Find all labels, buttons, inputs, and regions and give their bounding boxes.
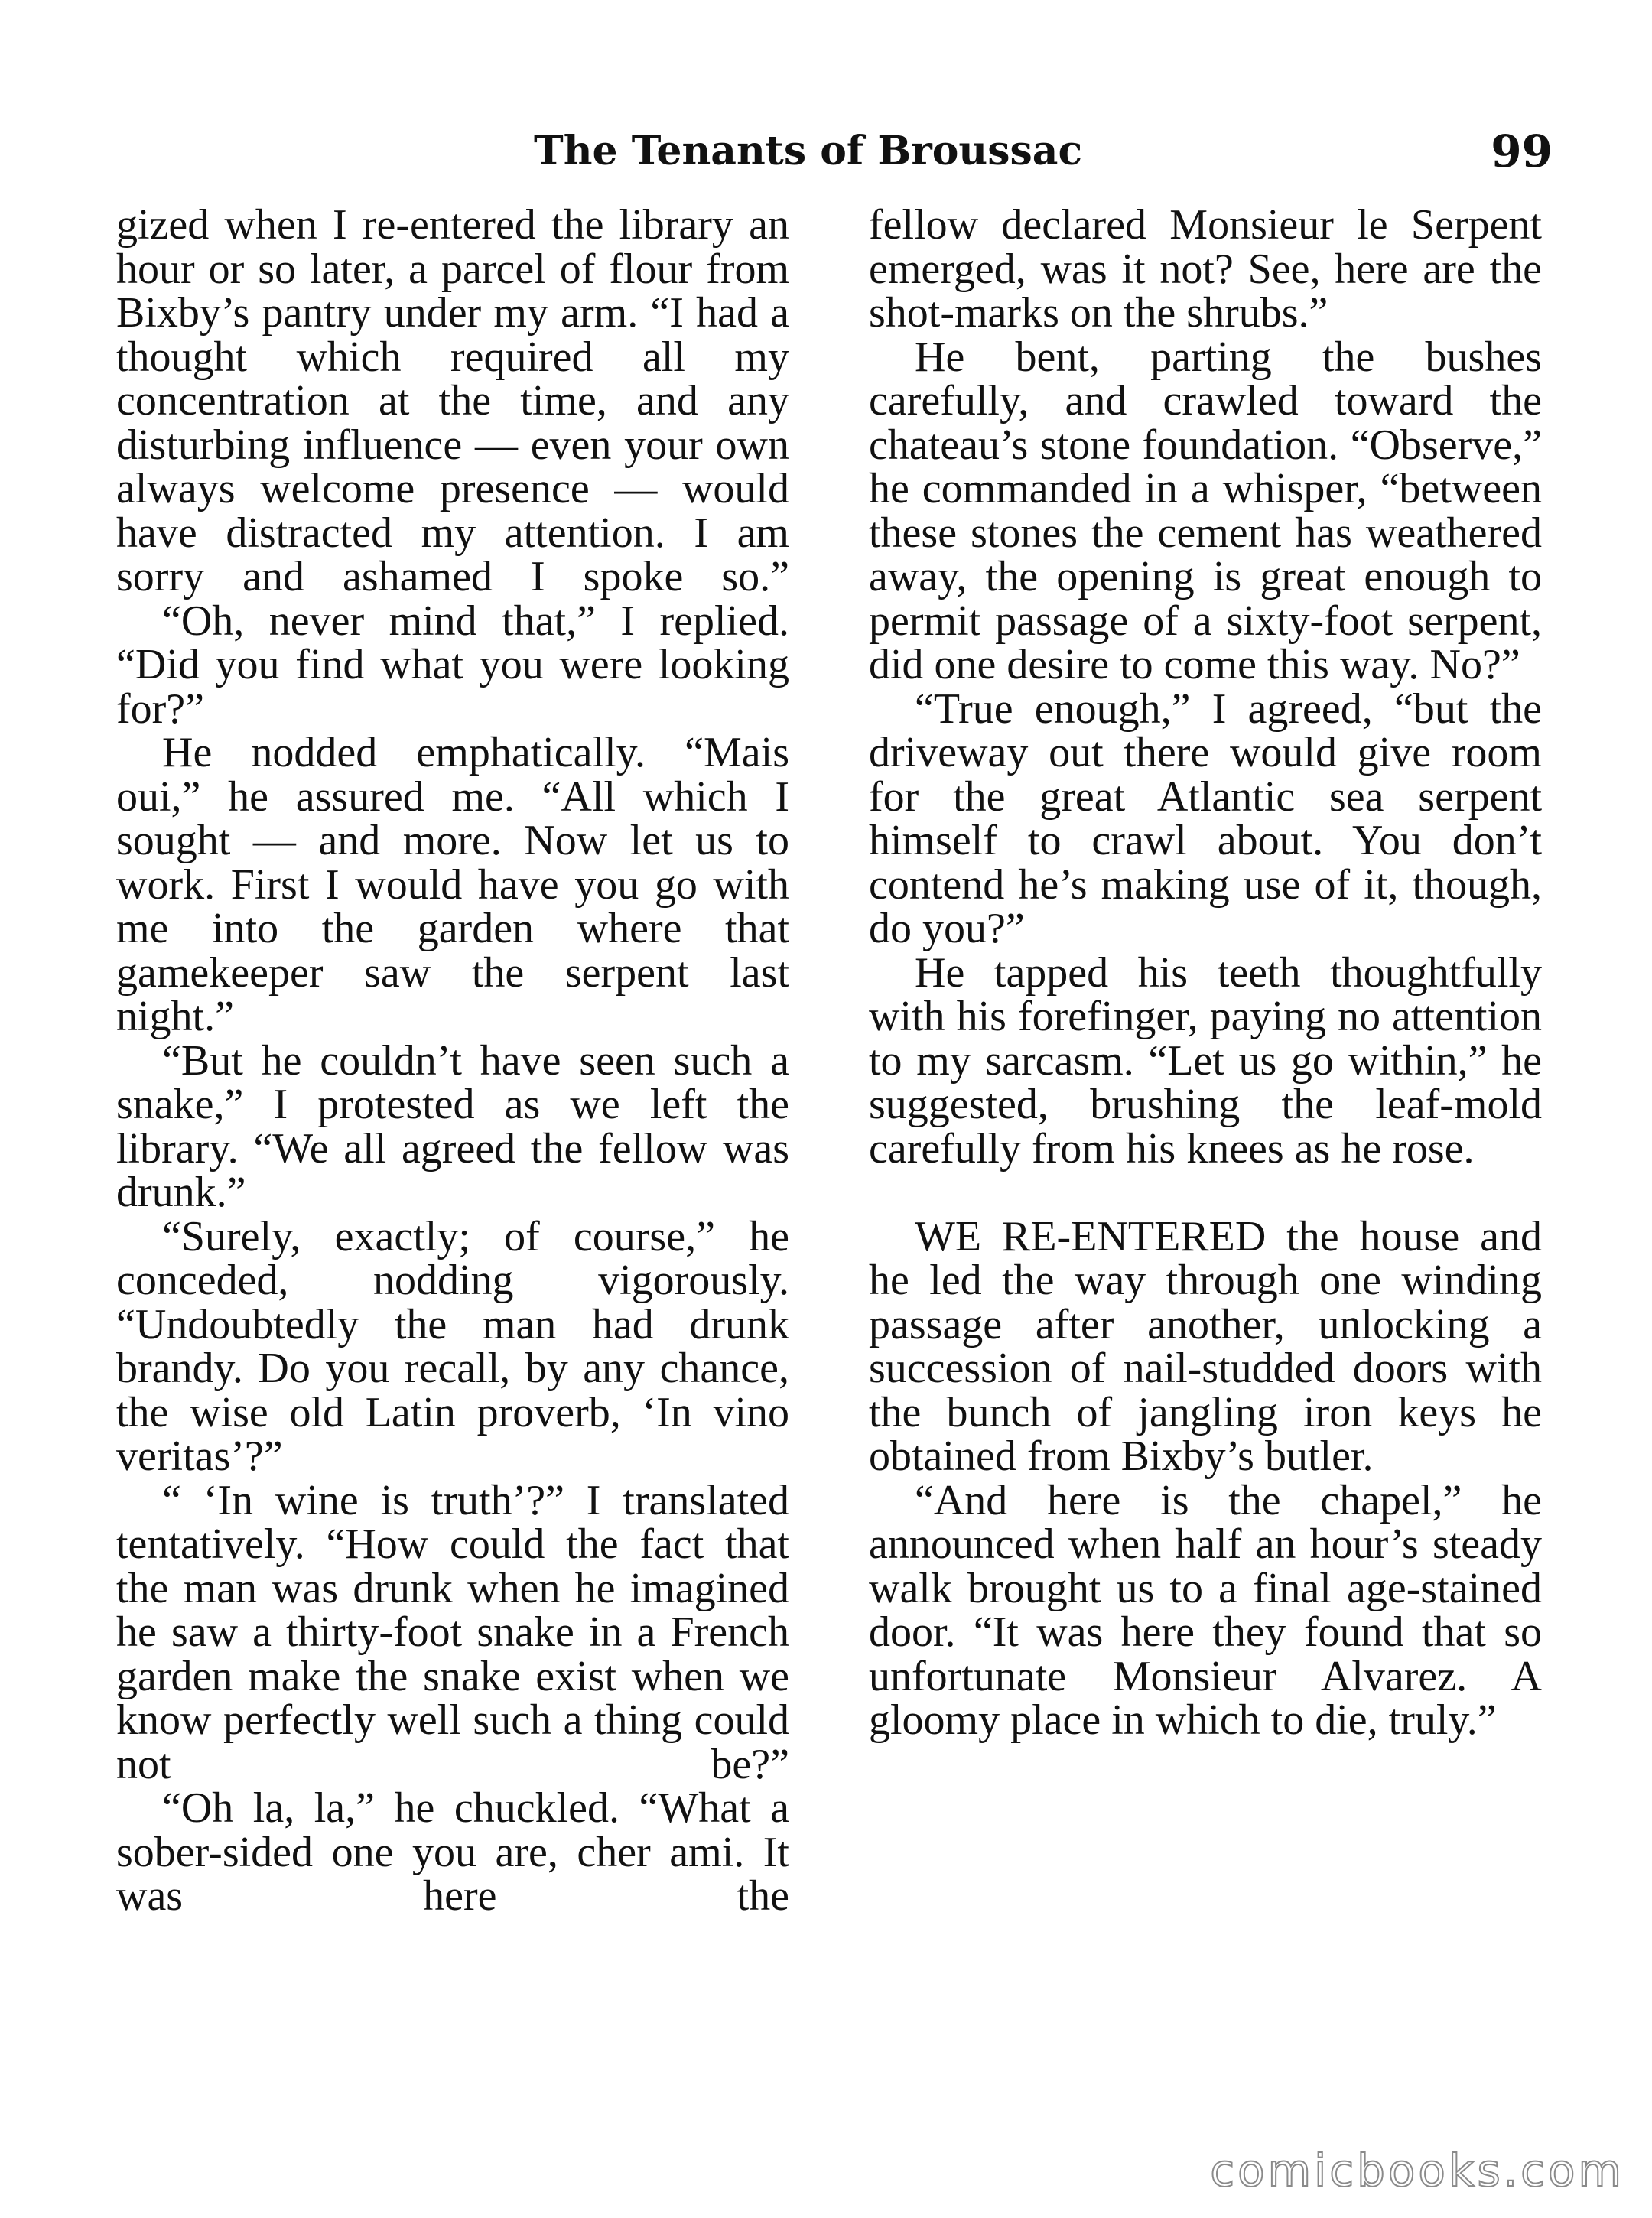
paragraph-right-1: fellow declared Monsieur le Serpent emerged, was it not? See, here are the shot-marks on the shrubs.” [869, 201, 1542, 337]
paragraph-right-5: WE RE-ENTERED the house and he led the way through one winding passage after another, unlocking a succession of nail-studded doors with the bunch of jangling iron keys he obtained from Bixby’s butler. [869, 1212, 1542, 1480]
paragraph-right-3: “True enough,” I agreed, “but the driveway out there would give room for the great Atlantic sea serpent himself to crawl about. You don’t contend he’s making use of it, though, do you?” [869, 685, 1542, 952]
page-number: 99 [1491, 125, 1553, 177]
paragraph-right-4: He tapped his teeth thoughtfully with his forefinger, paying no attention to my sarcasm. “Let us go within,” he suggested, brushing the leaf-mold carefully from his knees as he rose. [869, 948, 1542, 1172]
paragraph-left-3: He nodded emphatically. “Mais oui,” he assured me. “All which I sought — and more. Now let us to work. First I would have you go with me into the garden where that gamekeeper saw the serpent last night.” [116, 729, 789, 1040]
right-text-column [869, 203, 1542, 1743]
running-header [115, 121, 1553, 182]
running-head-title: The Tenants of Broussac [534, 128, 1083, 174]
paragraph-left-6: “ ‘In wine is truth’?” I translated tentatively. “How could the fact that the man was drunk when he imagined he saw a thirty-foot snake in a French garden make the snake exist when we know perfectly well such a thing could not be?” [116, 1476, 789, 1788]
paragraph-left-1: gized when I re-entered the library an hour or so later, a parcel of flour from Bixby’s pantry under my arm. “I had a thought which required all my concentration at the time, and any disturbing influence — even your own always welcome presence — would have distracted my attention. I am sorry and ashamed I spoke so.” [116, 201, 789, 600]
paragraph-right-2: He bent, parting the bushes carefully, and crawled toward the chateau’s stone foundation. “Observe,” he commanded in a whisper, “between these stones the cement has weathered away, the opening is great enough to permit passage of a sixty-foot serpent, did one desire to come this way. No?” [869, 333, 1542, 688]
site-watermark: comicbooks.com [1210, 2145, 1624, 2197]
paragraph-left-7: “Oh la, la,” he chuckled. “What a sober-sided one you are, cher ami. It was here the [116, 1784, 789, 1920]
paragraph-left-5: “Surely, exactly; of course,” he conceded, nodding vigorously. “Undoubtedly the man had drunk brandy. Do you recall, by any chance, the wise old Latin proverb, ‘In vino veritas’?” [116, 1212, 789, 1480]
paragraph-right-6: “And here is the chapel,” he announced when half an hour’s steady walk brought us to a final age-stained door. “It was here they found that so unfortunate Monsieur Alvarez. A gloomy place in which to die, truly.” [869, 1476, 1542, 1744]
paragraph-left-4: “But he couldn’t have seen such a snake,” I protested as we left the library. “We all agreed the fellow was drunk.” [116, 1036, 789, 1216]
paragraph-left-2: “Oh, never mind that,” I replied. “Did you find what you were looking for?” [116, 597, 789, 733]
left-text-column [116, 203, 789, 1919]
section-break [869, 1171, 1542, 1215]
